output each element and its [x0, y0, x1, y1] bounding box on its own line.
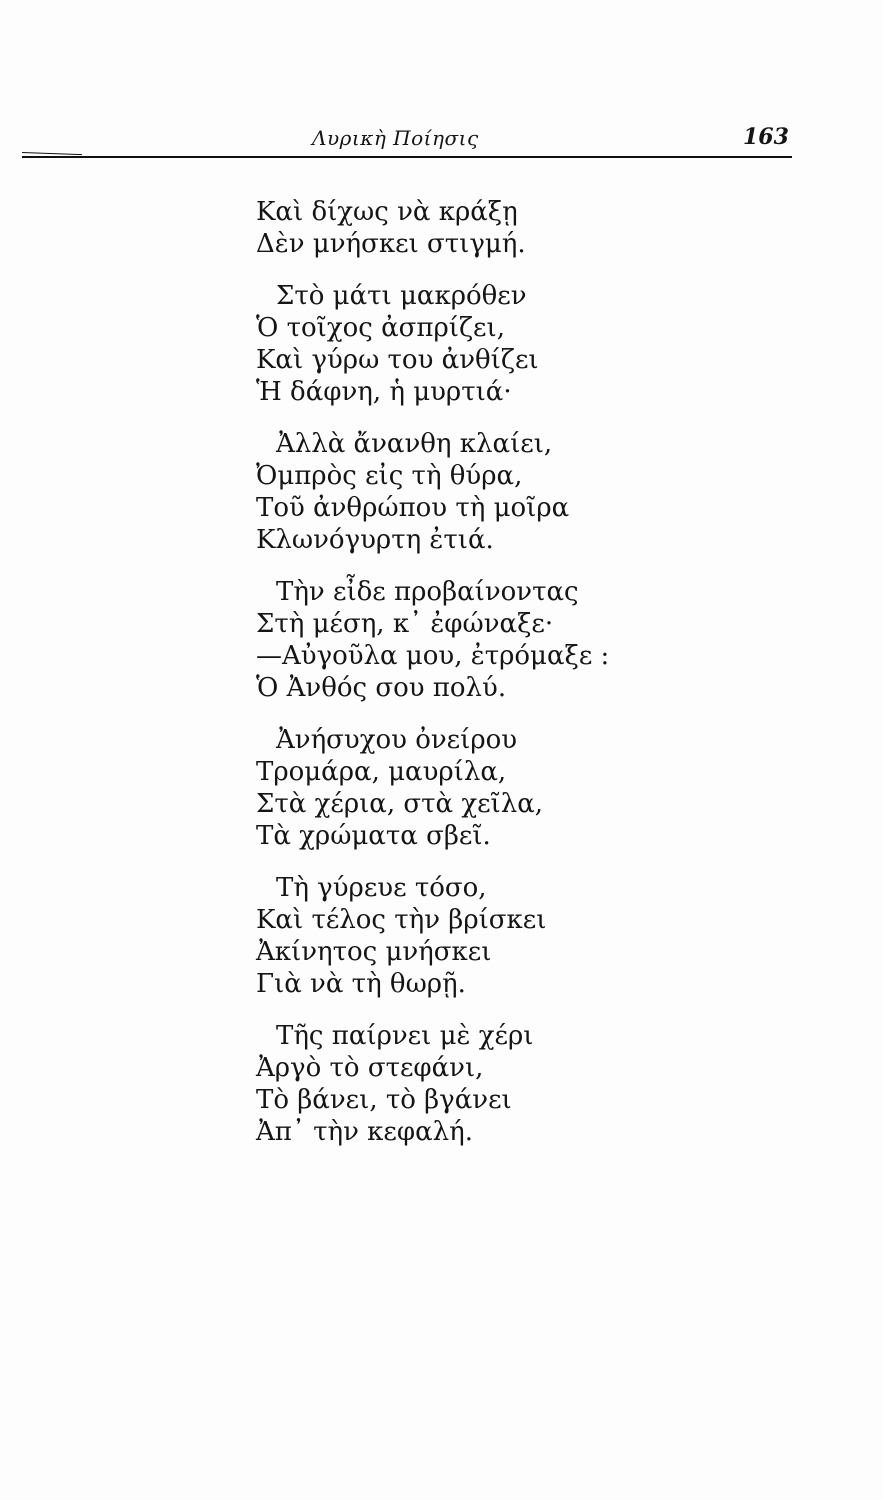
stanza-3	[256, 428, 816, 556]
stanza-7	[256, 1020, 816, 1148]
poem-line: Ὁ Ἀνθός σου πολύ.	[256, 673, 507, 703]
poem-line: Καὶ δίχως νὰ κράξῃ	[256, 197, 518, 227]
poem-line: —Αὐγοῦλα μου, ἐτρόμαξε :	[256, 641, 610, 671]
poem-line: Δὲν μνήσκει στιγμή.	[256, 229, 526, 259]
running-title: Λυρικὴ Ποίησις	[312, 126, 479, 150]
poem-line: Γιὰ νὰ τὴ θωρῇ.	[256, 969, 466, 999]
poem-line: Τὴ γύρευε τόσο,	[276, 873, 487, 903]
poem-line: Ἡ δάφνη, ἡ μυρτιά·	[256, 377, 512, 407]
poem-line: Ὀμπρὸς εἰς τὴ θύρα,	[256, 461, 523, 491]
header-rule	[22, 156, 792, 158]
poem-line: Στὴ μέση, κ᾽ ἐφώναξε·	[256, 609, 554, 639]
poem-line: Ἀνήσυχου ὀνείρου	[276, 725, 518, 755]
poem-line: Στὰ χέρια, στὰ χεῖλα,	[256, 789, 544, 819]
stanza-1	[256, 196, 816, 260]
poem-line: Ἀλλὰ ἄνανθη κλαίει,	[276, 429, 553, 459]
poem-line: Καὶ τέλος τὴν βρίσκει	[256, 905, 547, 935]
stanza-5	[256, 724, 816, 852]
poem-line: Τὰ χρώματα σβεῖ.	[256, 821, 491, 851]
stanza-6	[256, 872, 816, 1000]
poem-line: Τοῦ ἀνθρώπου τὴ μοῖρα	[256, 493, 570, 523]
poem-line: Τρομάρα, μαυρίλα,	[256, 757, 507, 787]
stanza-2	[256, 280, 816, 408]
stanza-4	[256, 576, 816, 704]
poem-line: Καὶ γύρω του ἀνθίζει	[256, 345, 539, 375]
page-number: 163	[743, 124, 789, 150]
poem-line: Κλωνόγυρτη ἐτιά.	[256, 525, 494, 555]
poem-line: Τὴν εἶδε προβαίνοντας	[276, 577, 579, 607]
poem-line: Ἀκίνητος μνήσκει	[256, 937, 492, 967]
poem-line: Ἀργὸ τὸ στεφάνι,	[256, 1053, 484, 1083]
poem-line: Ὁ τοῖχος ἀσπρίζει,	[256, 313, 505, 343]
running-head	[0, 126, 883, 156]
poem-line: Στὸ μάτι μακρόθεν	[276, 281, 527, 311]
poem-line: Ἀπ᾽ τὴν κεφαλή.	[256, 1117, 473, 1147]
poem-line: Τῆς παίρνει μὲ χέρι	[276, 1021, 534, 1051]
poem-body	[256, 196, 816, 1168]
poem-line: Τὸ βάνει, τὸ βγάνει	[256, 1085, 512, 1115]
